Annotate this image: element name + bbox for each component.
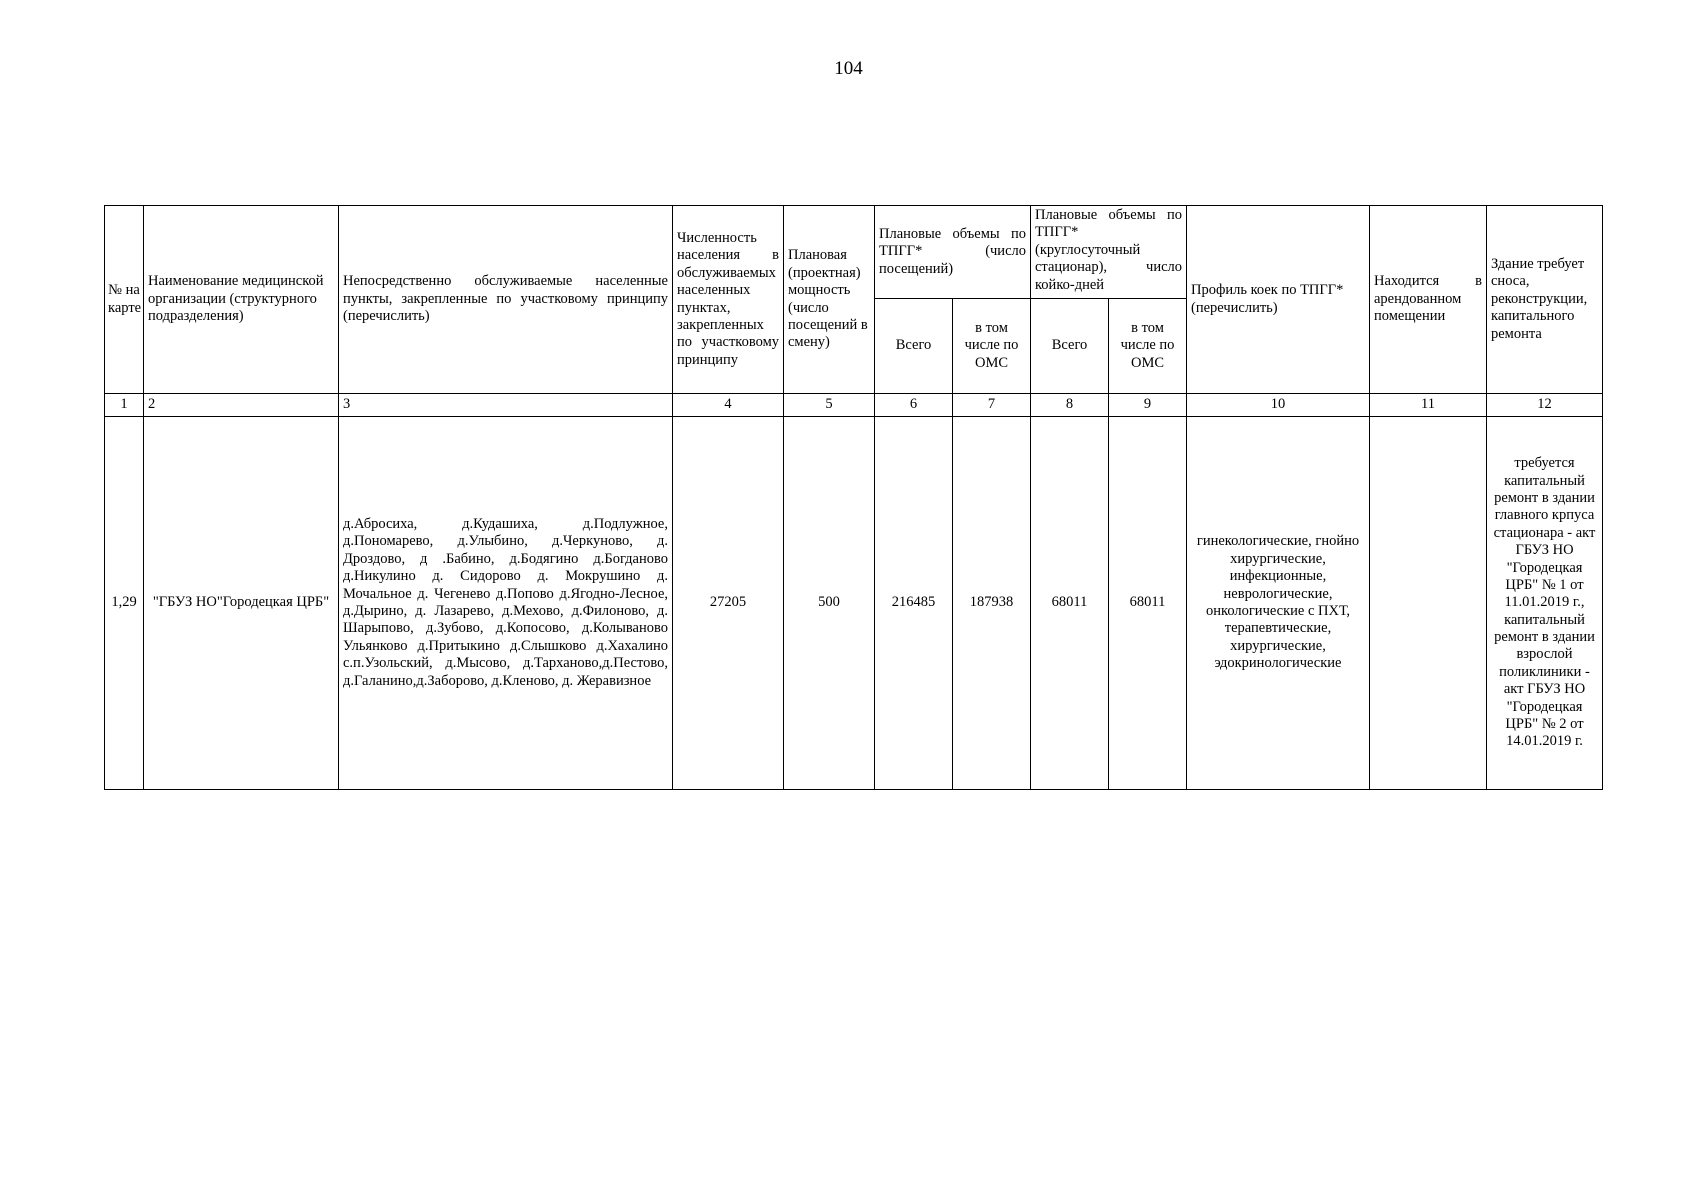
header-row-1 (105, 206, 1603, 299)
table-row (105, 417, 1603, 790)
column-number: 12 (1487, 394, 1603, 417)
column-number: 8 (1031, 394, 1109, 417)
column-number: 7 (953, 394, 1031, 417)
column-number: 6 (875, 394, 953, 417)
cell-visits-total: 216485 (875, 417, 953, 790)
cell-map-number: 1,29 (105, 417, 144, 790)
facilities-table (104, 205, 1603, 790)
header-bed-profiles: Профиль коек по ТПГГ* (перечислить) (1187, 206, 1370, 394)
column-number: 10 (1187, 394, 1370, 417)
cell-capacity: 500 (784, 417, 875, 790)
header-planned-visits-group: Плановые объемы по ТПГГ* (число посещений) (875, 206, 1031, 299)
cell-visits-oms: 187938 (953, 417, 1031, 790)
cell-bed-profiles: гинекологические, гнойно хирургические, инфекционные, неврологические, онкологические с ПХТ, терапевтические, хирургические, эдокринологические (1187, 417, 1370, 790)
header-visits-total: Всего (875, 299, 953, 394)
header-population: Численность населения в обслуживаемых населенных пунктах, закрепленных по участковому принципу (673, 206, 784, 394)
column-number: 9 (1109, 394, 1187, 417)
column-number: 1 (105, 394, 144, 417)
column-number: 5 (784, 394, 875, 417)
header-beddays-total: Всего (1031, 299, 1109, 394)
header-capacity: Плановая (проектная) мощность (число посещений в смену) (784, 206, 875, 394)
header-rented: Находится в арендованном помещении (1370, 206, 1487, 394)
header-settlements: Непосредственно обслуживаемые населенные пункты, закрепленные по участковому принципу (перечислить) (339, 206, 673, 394)
column-number-row (105, 394, 1603, 417)
header-map-number: № на карте (105, 206, 144, 394)
cell-population: 27205 (673, 417, 784, 790)
cell-building-status: требуется капитальный ремонт в здании главного крпуса стационара - акт ГБУЗ НО "Городецкая ЦРБ" № 1 от 11.01.2019 г., капитальный ремонт в здании взрослой поликлиники - акт ГБУЗ НО "Городецкая ЦРБ" № 2 от 14.01.2019 г. (1487, 417, 1603, 790)
header-building-status: Здание требует сноса, реконструкции, капитального ремонта (1487, 206, 1603, 394)
column-number: 4 (673, 394, 784, 417)
cell-beddays-total: 68011 (1031, 417, 1109, 790)
cell-beddays-oms: 68011 (1109, 417, 1187, 790)
page-number: 104 (834, 58, 863, 79)
cell-rented (1370, 417, 1487, 790)
cell-settlements: д.Абросиха, д.Кудашиха, д.Подлужное, д.Пономарево, д.Улыбино, д.Черкуново, д. Дроздово, д .Бабино, д.Бодягино д.Богданово д.Никулино д. Сидорово д. Мокрушино д. Мочальное д. Чегенево д.Попово д.Ягодно-Лесное, д.Дырино, д. Лазарево, д.Мехово, д.Филоново, д. Шарыпово, д.Зубово, д.Копосово, д.Колываново Ульянково д.Притыкино д.Слышково д.Хахалино с.п.Узольский, д.Мысово, д.Тарханово,д.Пестово, д.Галанино,д.Заборово, д.Кленово, д. Жеравизное (339, 417, 673, 790)
column-number: 2 (144, 394, 339, 417)
column-number: 11 (1370, 394, 1487, 417)
header-beddays-oms: в том числе по ОМС (1109, 299, 1187, 394)
column-number: 3 (339, 394, 673, 417)
header-organization: Наименование медицинской организации (структурного подразделения) (144, 206, 339, 394)
header-planned-beddays-group: Плановые объемы по ТПГГ* (круглосуточный стационар), число койко-дней (1031, 206, 1187, 299)
cell-organization: "ГБУЗ НО"Городецкая ЦРБ" (144, 417, 339, 790)
header-visits-oms: в том числе по ОМС (953, 299, 1031, 394)
